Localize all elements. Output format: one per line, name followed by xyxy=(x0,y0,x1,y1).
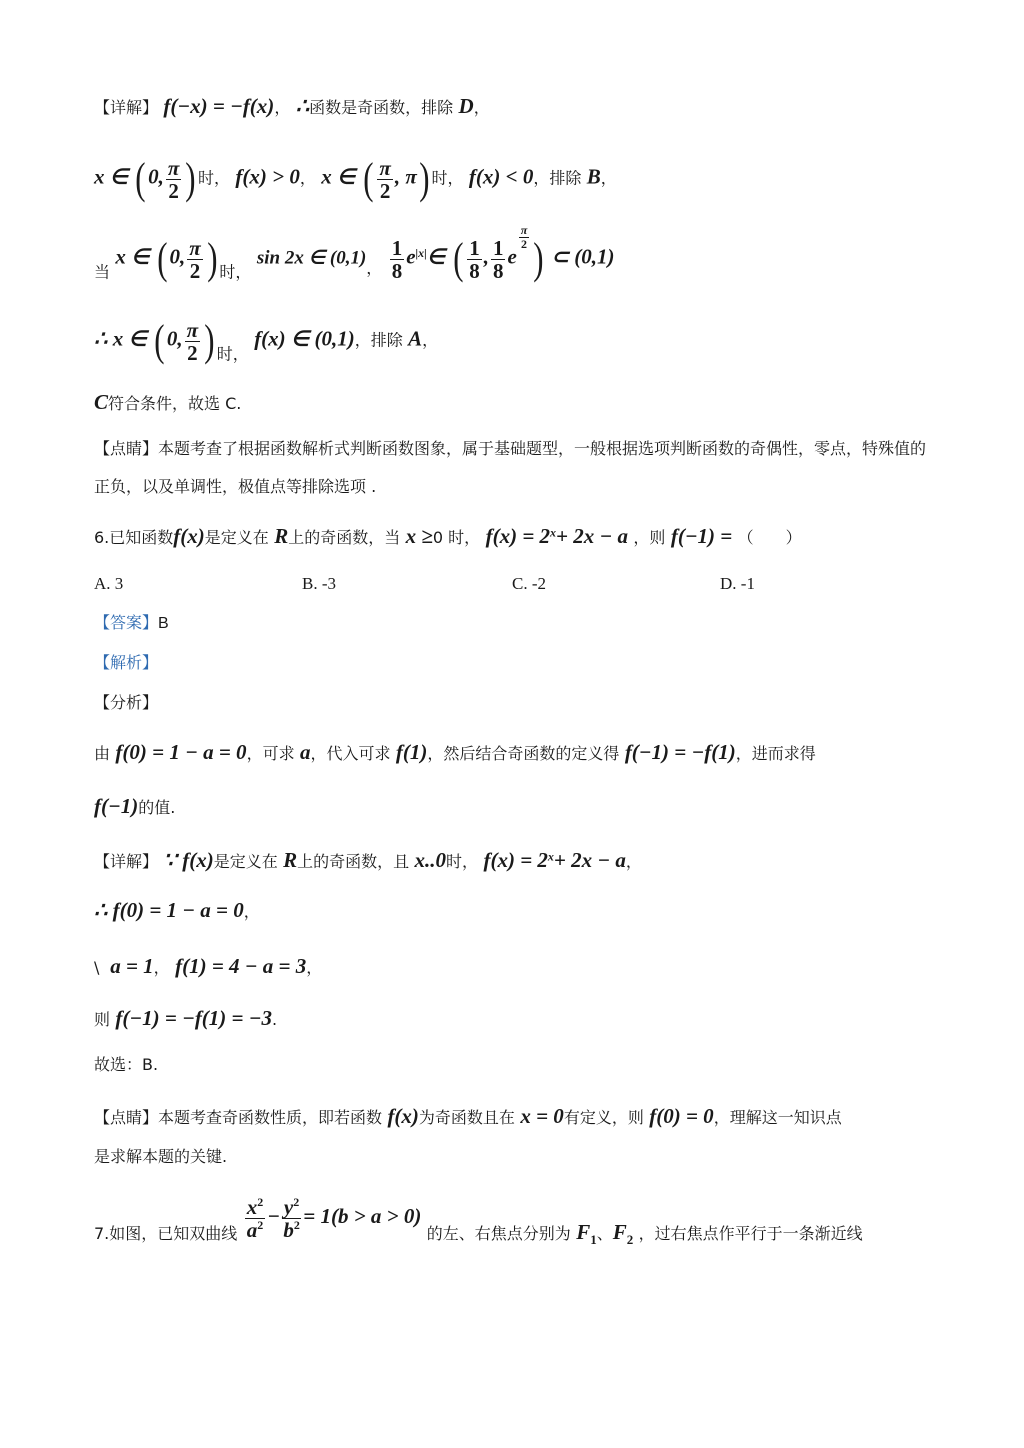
exclude-text: ，排除 xyxy=(533,168,582,188)
answer-value: B xyxy=(158,615,169,632)
exponent: x xyxy=(547,849,554,864)
time-word: 时， xyxy=(216,344,249,364)
comment-tag: 【点睛】 xyxy=(94,1108,159,1127)
interval-line-3: 当 x ∈ ( 0, $\frac{\pi}{2}$ ) 时， sin 2x ∈ (0,1)， $\frac{1}{8}$ $e^{|x|}\in$ ( $\frac{1}{8}$ , $\frac{1}{8}$ e $\frac{\pi}{2}$ ) ⊂ (0,1) xyxy=(94,223,615,283)
comma: ， xyxy=(600,168,617,188)
fraction: $\frac{\pi}{2}$ xyxy=(379,155,391,203)
analysis-text: ，代入可求 xyxy=(310,744,391,763)
f-one: f(1) xyxy=(395,740,428,764)
analysis-line-2 xyxy=(94,790,934,824)
odd-equation: f(−x) = −f(x) xyxy=(163,94,275,118)
detail-line-d1 xyxy=(94,844,934,878)
sin-expression: sin 2x ∈ (0,1) xyxy=(256,247,367,269)
function-symbol: f(x) xyxy=(387,1104,419,1128)
function-definition-tail: + 2x − a xyxy=(556,524,628,548)
function-definition-tail: + 2x − a xyxy=(553,848,626,872)
hyperbola-rhs: = 1(b > a > 0) xyxy=(303,1204,422,1229)
interval-line-4: ∴ x ∈ ( 0, $\frac{\pi}{2}$ ) 时， f(x) ∈ (0,1)，排除 A， xyxy=(94,316,439,365)
x-zero: x = 0 xyxy=(520,1104,564,1128)
therefore-symbol: ∴ xyxy=(94,326,108,351)
comma: ， xyxy=(274,98,291,117)
question-7: 7.如图，已知双曲线 $\frac{x^2}{a^2}$ − $\frac{y^2}{b^2}$ = 1(b > a > 0) 的左、右焦点分别为 $F_1$、$F_2$ ，过右焦点作平行于一条渐近线 xyxy=(94,1195,863,1248)
interval-start: 0, xyxy=(148,164,164,189)
f-minus-one: f(−1) xyxy=(94,794,139,818)
in-symbol: ∈ xyxy=(426,244,446,269)
comment-text: 有定义，则 xyxy=(563,1108,644,1127)
backslash-glyph: \ xyxy=(94,958,100,977)
detail-text: 时， xyxy=(446,852,479,871)
answer-blank: （ ） xyxy=(737,528,802,547)
question-text: 的左、右焦点分别为 xyxy=(426,1224,571,1244)
exponent: x xyxy=(550,525,557,540)
exponent-fraction: $\frac{\pi}{2}$ xyxy=(520,223,528,251)
detail-line-d3 xyxy=(94,950,934,984)
question-text: 是定义在 xyxy=(204,528,269,547)
detail-text: 是定义在 xyxy=(213,852,278,871)
detail-line-d4 xyxy=(94,1002,934,1036)
x-in: x ∈ xyxy=(94,164,129,189)
real-set-symbol: R xyxy=(283,848,298,872)
e-symbol: e xyxy=(406,244,416,269)
fraction: $\frac{\pi}{2}$ xyxy=(186,317,199,365)
condition: x..0 xyxy=(414,848,447,872)
focus-f2: $F_2$ xyxy=(612,1220,634,1248)
question-number: 6.已知函数 xyxy=(94,528,174,547)
function-symbol: f(x) xyxy=(173,524,205,548)
function-symbol: f(x) xyxy=(182,848,214,872)
fraction: $\frac{\pi}{2}$ xyxy=(189,235,201,283)
comma: ， xyxy=(153,958,170,977)
condition: x ≥ xyxy=(405,524,433,548)
interval-end: , π xyxy=(394,164,417,189)
option-letter: A xyxy=(408,326,423,351)
comment-text: ，理解这一知识点 xyxy=(713,1108,842,1127)
when-word: 当 xyxy=(94,262,111,282)
interval-start: 0, xyxy=(166,326,183,351)
question-text: ，则 xyxy=(633,528,666,547)
fraction: $\frac{1}{8}$ xyxy=(492,235,504,283)
detail-text: 上的奇函数，且 xyxy=(297,852,410,871)
option-d: D. -1 xyxy=(720,574,755,593)
a-value: a = 1 xyxy=(110,954,154,978)
analysis-text: ，进而求得 xyxy=(735,744,816,763)
comment2-line-1 xyxy=(94,1100,934,1134)
range-expression: f(x) ∈ (0,1) xyxy=(254,326,355,351)
f-one-value: f(1) = 4 − a = 3 xyxy=(175,954,307,978)
comma: ， xyxy=(625,852,642,871)
real-set-symbol: R xyxy=(274,524,289,548)
time-word: 时， xyxy=(219,262,252,282)
answer-tag: 【答案】 xyxy=(94,613,159,632)
detail-text: 则 xyxy=(94,1010,111,1029)
analysis-tag: 【解析】 xyxy=(94,653,159,672)
question-text: ，过右焦点作平行于一条渐近线 xyxy=(638,1224,863,1244)
time-word: 时， xyxy=(431,168,464,188)
result-equation: f(−1) = −f(1) = −3 xyxy=(115,1006,272,1030)
option-a: A. 3 xyxy=(94,574,124,593)
option-letter: B xyxy=(586,164,601,189)
comma: ， xyxy=(299,168,316,188)
subset-expression: ⊂ (0,1) xyxy=(551,244,615,269)
comment-text: 本题考查奇函数性质，即若函数 xyxy=(158,1108,383,1127)
question-text: 上的奇函数，当 xyxy=(288,528,401,547)
time-word: 时， xyxy=(197,168,230,188)
fenxi-tag: 【分析】 xyxy=(94,693,159,712)
fraction: $\frac{\pi}{2}$ xyxy=(167,155,180,203)
equation: ∴ f(0) = 1 − a = 0 xyxy=(94,898,244,922)
comment-text: 本题考查了根据函数解析式判断函数图象，属于基础题型，一般根据选项判断函数的奇偶性，零点，特殊值的正负，以及单调性，极值点等排除选项 . xyxy=(94,439,927,496)
therefore-symbol: ∴ xyxy=(295,94,310,118)
variable-a: a xyxy=(299,740,311,764)
x-in: x ∈ xyxy=(112,326,147,351)
question-6 xyxy=(94,520,934,554)
analysis-text: 的值. xyxy=(138,798,176,817)
fraction: $\frac{1}{8}$ xyxy=(391,235,403,283)
comma: ， xyxy=(473,98,490,117)
fenxi-line xyxy=(94,690,934,717)
comma: ， xyxy=(366,258,383,278)
e-symbol: e xyxy=(507,244,517,269)
comment-paragraph xyxy=(94,430,934,505)
interval-line-2: x ∈ ( 0, $\frac{\pi}{2}$ ) 时， f(x) > 0， x ∈ ( $\frac{\pi}{2}$ , π) 时， f(x) < 0，排除 B， xyxy=(94,154,617,203)
comment-text: 是求解本题的关键. xyxy=(94,1147,228,1166)
comment2-line-2 xyxy=(94,1144,934,1171)
answer-line xyxy=(94,610,934,637)
analysis-text: ，然后结合奇函数的定义得 xyxy=(427,744,620,763)
exclude-text: ，排除 xyxy=(354,330,403,350)
final-choice-text: 故选：B. xyxy=(94,1055,159,1074)
x-in: x ∈ xyxy=(115,244,150,269)
function-definition: f(x) = 2 xyxy=(485,524,551,548)
hyperbola-y-term: $\frac{y^2}{b^2}$ xyxy=(283,1195,300,1243)
comment-tag: 【点睛】 xyxy=(94,439,159,458)
option-b: B. -3 xyxy=(302,574,336,593)
detail-line-d5 xyxy=(94,1052,934,1079)
enum-comma: 、 xyxy=(596,1224,613,1244)
hyperbola-x-term: $\frac{x^2}{a^2}$ xyxy=(246,1195,264,1243)
inequality: f(x) > 0 xyxy=(235,164,300,189)
analysis-text: ，可求 xyxy=(246,744,295,763)
detail-tag: 【详解】 xyxy=(94,98,159,117)
analysis-line xyxy=(94,650,934,677)
conclusion-text: 符合条件，故选 C. xyxy=(108,394,242,413)
detail-tag: 【详解】 xyxy=(94,852,159,871)
analysis-line-1 xyxy=(94,736,934,770)
function-definition: f(x) = 2 xyxy=(483,848,548,872)
equation: f(0) = 1 − a = 0 xyxy=(115,740,247,764)
detail-text: 函数是奇函数，排除 xyxy=(309,98,454,117)
question-text: 0 时， xyxy=(432,528,481,547)
option-letter: D xyxy=(458,94,474,118)
comma: ， xyxy=(306,958,323,977)
conclusion-line xyxy=(94,386,934,420)
comment-text: 为奇函数且在 xyxy=(418,1108,515,1127)
asked-expression: f(−1) = xyxy=(670,524,733,548)
option-c: C. -2 xyxy=(512,574,546,593)
analysis-text: 由 xyxy=(94,744,111,763)
period: . xyxy=(272,1010,278,1029)
fraction: $\frac{1}{8}$ xyxy=(469,235,480,283)
detail-line-1 xyxy=(94,90,934,124)
x-in: x ∈ xyxy=(321,164,356,189)
question-number: 7.如图，已知双曲线 xyxy=(94,1224,238,1244)
comma: ， xyxy=(422,330,439,350)
focus-f1: $F_1$ xyxy=(576,1220,597,1248)
because-symbol: ∵ xyxy=(163,848,177,872)
f-zero: f(0) = 0 xyxy=(649,1104,714,1128)
interval-start: 0, xyxy=(169,244,186,269)
odd-relation: f(−1) = −f(1) xyxy=(624,740,736,764)
inequality: f(x) < 0 xyxy=(468,164,534,189)
detail-line-d2 xyxy=(94,894,934,928)
comma: ， xyxy=(243,902,260,921)
exponent: |x| xyxy=(415,246,427,261)
option-letter: C xyxy=(94,390,109,414)
